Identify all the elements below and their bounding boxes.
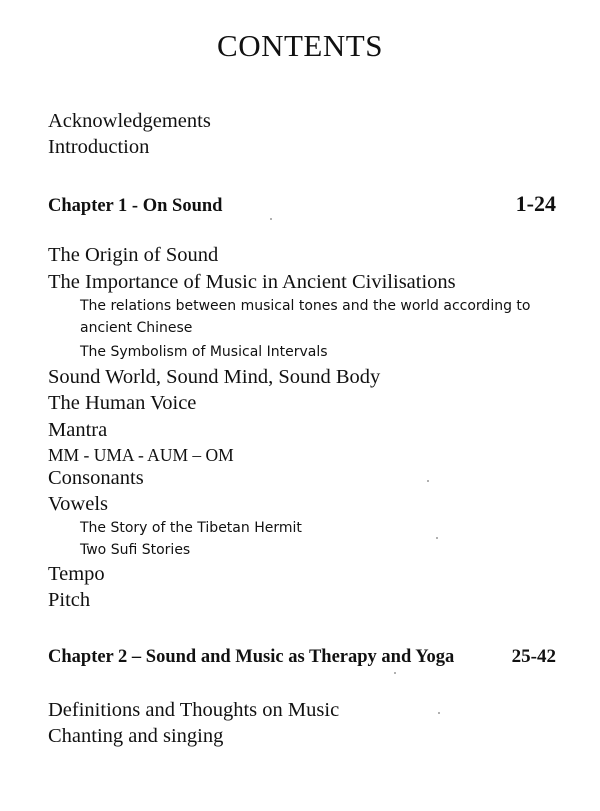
chapter-1-title: Chapter 1 - On Sound: [48, 196, 223, 216]
page-title: CONTENTS: [217, 28, 383, 63]
toc-subentry: The Story of the Tibetan Hermit: [80, 520, 302, 536]
toc-entry: Mantra: [48, 419, 108, 441]
toc-entry: Pitch: [48, 589, 91, 611]
chapter-2-heading: [48, 646, 556, 668]
chapter-2-title: Chapter 2 – Sound and Music as Therapy and Yoga: [48, 647, 455, 667]
toc-entry-acknowledgements: Acknowledgements: [48, 110, 211, 132]
scan-speck: [394, 672, 396, 674]
toc-subentry: ancient Chinese: [80, 320, 193, 336]
chapter-2-pages: 25-42: [511, 646, 556, 667]
toc-entry: Sound World, Sound Mind, Sound Body: [48, 366, 381, 388]
scan-speck: [438, 712, 440, 714]
toc-subentry: The relations between musical tones and the world according to: [80, 298, 531, 314]
toc-entry-introduction: Introduction: [48, 136, 150, 158]
toc-subentry: Two Sufi Stories: [80, 542, 191, 558]
scan-speck: [427, 480, 429, 482]
toc-entry: Chanting and singing: [48, 725, 224, 747]
chapter-1-pages: 1-24: [515, 191, 556, 216]
toc-entry: Tempo: [48, 563, 105, 585]
chapter-1-heading: [48, 191, 556, 217]
toc-entry: MM - UMA - AUM – OM: [48, 445, 234, 465]
toc-entry: Definitions and Thoughts on Music: [48, 699, 340, 721]
toc-subentry: The Symbolism of Musical Intervals: [80, 344, 328, 360]
toc-entry: Consonants: [48, 467, 144, 489]
scan-speck: [270, 218, 272, 220]
toc-entry: The Importance of Music in Ancient Civilisations: [48, 271, 456, 293]
toc-entry: The Origin of Sound: [48, 244, 219, 266]
scan-speck: [436, 537, 438, 539]
toc-entry: Vowels: [48, 493, 108, 515]
toc-entry: The Human Voice: [48, 392, 197, 414]
